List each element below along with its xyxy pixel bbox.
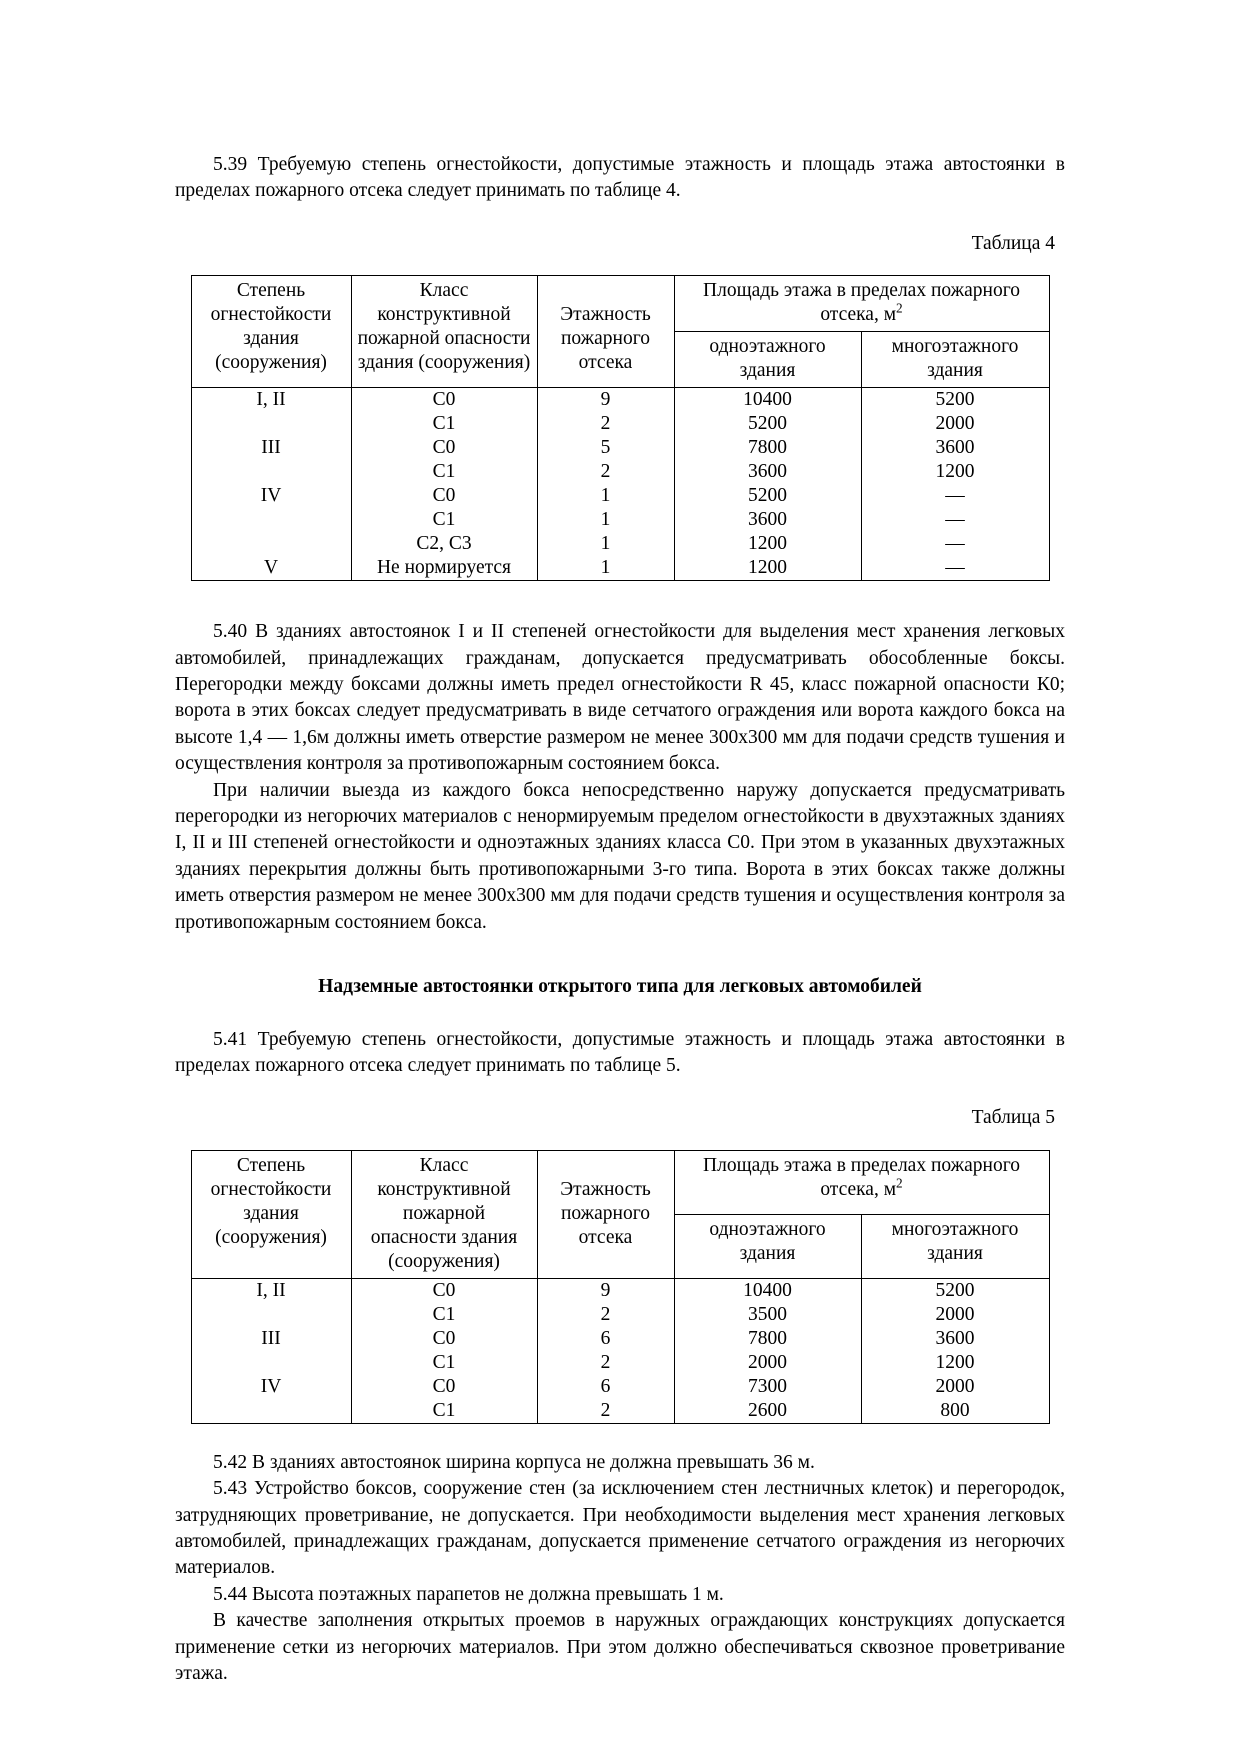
table4-body bbox=[191, 388, 1049, 581]
spacer bbox=[175, 205, 1065, 231]
table-row bbox=[191, 412, 1049, 436]
cell-degree bbox=[191, 1303, 351, 1327]
cell-floors: 2 bbox=[537, 1303, 674, 1327]
hdr-line: Степень bbox=[236, 280, 306, 302]
table-row bbox=[191, 508, 1049, 532]
cell-degree: V bbox=[191, 556, 351, 581]
paragraph-5-40b: При наличии выезда из каждого бокса непосредственно наружу допускается предусматривать перегородки из негорючих материалов с ненормируемым пределом огнестойкости в двухэтажных зданиях I, II и III степеней огнестойкости и одноэтажных зданиях класса С0. При этом в указанных двухэтажных зданиях перекрытия должны быть противопожарными 3-го типа. Ворота в этих боксах также должны иметь отверстия размером не менее 300х300 мм для подачи средств тушения и осуществления контроля за противопожарным состоянием бокса. bbox=[175, 779, 1065, 933]
cell-class: С0 bbox=[351, 1278, 537, 1303]
hdr-text: отсека, м bbox=[820, 304, 897, 326]
paragraph-5-44b: В качестве заполнения открытых проемов в наружных ограждающих конструкциях допускается применение сетки из негорючих материалов. При этом должно обеспечиваться сквозное проветривание этажа. bbox=[175, 1610, 1065, 1684]
hdr-line: здания (сооружения) bbox=[357, 352, 531, 374]
cell-class: С0 bbox=[351, 388, 537, 413]
table5-th-class bbox=[351, 1150, 537, 1278]
cell-degree: IV bbox=[191, 484, 351, 508]
paragraph-5-40: 5.40 В зданиях автостоянок I и II степеней огнестойкости для выделения мест хранения легковых автомобилей, принадлежащих гражданам, допускается предусматривать обособленные боксы. Перегородки между боксами должны иметь предел огнестойкости R 45, класс пожарной опасности К0; ворота в этих боксах следует предусматривать в виде сетчатого ограждения или ворота каждого бокса на высоте 1,4 — 1,6м должны иметь отверстие размером не менее 300х300 мм для подачи средств тушения и осуществления контроля за противопожарным состоянием бокса. bbox=[175, 621, 1065, 775]
hdr-line: Площадь этажа в пределах пожарного bbox=[703, 280, 1020, 302]
hdr-line: пожарной bbox=[402, 1202, 486, 1224]
cell-degree bbox=[191, 1351, 351, 1375]
table4-head bbox=[191, 276, 1049, 388]
cell-single-storey: 10400 bbox=[674, 388, 861, 413]
table5-th-floors bbox=[537, 1150, 674, 1278]
table5-th-multi bbox=[861, 1214, 1049, 1278]
hdr-line: (сооружения) bbox=[215, 352, 327, 374]
cell-class: Не нормируется bbox=[351, 556, 537, 581]
paragraph-5-42: 5.42 В зданиях автостоянок ширина корпуса не должна превышать 36 м. bbox=[213, 1451, 815, 1473]
cell-floors: 1 bbox=[537, 484, 674, 508]
cell-floors: 5 bbox=[537, 436, 674, 460]
table-row bbox=[191, 1327, 1049, 1351]
table4-th-class bbox=[351, 276, 537, 388]
cell-degree: III bbox=[191, 436, 351, 460]
table5-th-degree bbox=[191, 1150, 351, 1278]
cell-multi-storey: 2000 bbox=[861, 412, 1049, 436]
table-row bbox=[191, 1303, 1049, 1327]
cell-class: С1 bbox=[351, 1399, 537, 1424]
hdr-line: одноэтажного bbox=[709, 1218, 826, 1240]
hdr-line: Этажность bbox=[560, 304, 651, 326]
hdr-line: отсека bbox=[578, 352, 633, 374]
cell-multi-storey: 3600 bbox=[861, 1327, 1049, 1351]
hdr-line: опасности здания bbox=[370, 1226, 518, 1248]
table5-header-row-1 bbox=[191, 1150, 1049, 1214]
page-content bbox=[175, 152, 1065, 1687]
table-row bbox=[191, 388, 1049, 413]
cell-class: С0 bbox=[351, 436, 537, 460]
cell-class: С1 bbox=[351, 1303, 537, 1327]
hdr-line: здания bbox=[243, 1202, 299, 1224]
table-row bbox=[191, 1278, 1049, 1303]
hdr-text: отсека, м bbox=[820, 1178, 897, 1200]
cell-class: С1 bbox=[351, 1351, 537, 1375]
cell-single-storey: 3600 bbox=[674, 508, 861, 532]
table-row bbox=[191, 532, 1049, 556]
cell-floors: 9 bbox=[537, 388, 674, 413]
cell-floors: 1 bbox=[537, 532, 674, 556]
hdr-line: здания bbox=[243, 328, 299, 350]
paragraph-5-41: 5.41 Требуемую степень огнестойкости, допустимые этажность и площадь этажа автостоянки в пределах пожарного отсека следует принимать по таблице 5. bbox=[175, 1028, 1065, 1076]
cell-floors: 6 bbox=[537, 1327, 674, 1351]
hdr-line: одноэтажного bbox=[709, 336, 826, 358]
cell-single-storey: 5200 bbox=[674, 484, 861, 508]
cell-single-storey: 3500 bbox=[674, 1303, 861, 1327]
cell-floors: 2 bbox=[537, 460, 674, 484]
table4-caption: Таблица 4 bbox=[971, 232, 1055, 254]
table-row bbox=[191, 484, 1049, 508]
hdr-line: конструктивной bbox=[377, 304, 511, 326]
table4-th-multi bbox=[861, 332, 1049, 388]
cell-single-storey: 1200 bbox=[674, 532, 861, 556]
cell-floors: 6 bbox=[537, 1375, 674, 1399]
hdr-line: (сооружения) bbox=[215, 1226, 327, 1248]
table4-th-floors bbox=[537, 276, 674, 388]
cell-class: С0 bbox=[351, 1375, 537, 1399]
cell-floors: 2 bbox=[537, 1399, 674, 1424]
cell-single-storey: 2000 bbox=[674, 1351, 861, 1375]
paragraph-5-43: 5.43 Устройство боксов, сооружение стен (за исключением стен лестничных клеток) и перегородок, затрудняющих проветривание, не допускается. При необходимости выделения мест хранения легковых автомобилей, принадлежащих гражданам, допускается применение сетчатого ограждения из негорючих материалов. bbox=[175, 1478, 1065, 1579]
table-5 bbox=[191, 1150, 1050, 1424]
cell-degree bbox=[191, 532, 351, 556]
spacer bbox=[175, 1079, 1065, 1105]
spacer bbox=[175, 1001, 1065, 1027]
cell-class: С1 bbox=[351, 412, 537, 436]
spacer bbox=[175, 581, 1065, 619]
cell-single-storey: 7800 bbox=[674, 1327, 861, 1351]
cell-degree bbox=[191, 460, 351, 484]
cell-multi-storey: — bbox=[861, 508, 1049, 532]
cell-floors: 2 bbox=[537, 412, 674, 436]
hdr-line: многоэтажного здания bbox=[891, 336, 1019, 382]
cell-degree: IV bbox=[191, 1375, 351, 1399]
table-4 bbox=[191, 275, 1050, 581]
table-row bbox=[191, 1399, 1049, 1424]
hdr-line: пожарного bbox=[560, 328, 651, 350]
hdr-line: огнестойкости bbox=[210, 304, 332, 326]
cell-single-storey: 3600 bbox=[674, 460, 861, 484]
cell-multi-storey: 5200 bbox=[861, 1278, 1049, 1303]
cell-single-storey: 10400 bbox=[674, 1278, 861, 1303]
hdr-line: Класс bbox=[419, 1154, 469, 1176]
cell-single-storey: 7800 bbox=[674, 436, 861, 460]
cell-single-storey: 1200 bbox=[674, 556, 861, 581]
cell-multi-storey: 800 bbox=[861, 1399, 1049, 1424]
hdr-line: Площадь этажа в пределах пожарного bbox=[703, 1154, 1020, 1176]
cell-class: С2, С3 bbox=[351, 532, 537, 556]
table4-th-area-group bbox=[674, 276, 1049, 332]
table4-th-degree bbox=[191, 276, 351, 388]
cell-degree: I, II bbox=[191, 388, 351, 413]
cell-single-storey: 7300 bbox=[674, 1375, 861, 1399]
cell-class: С0 bbox=[351, 484, 537, 508]
cell-multi-storey: 3600 bbox=[861, 436, 1049, 460]
cell-degree bbox=[191, 508, 351, 532]
hdr-line: огнестойкости bbox=[210, 1178, 332, 1200]
superscript-2: 2 bbox=[896, 300, 903, 316]
table4-header-row-1 bbox=[191, 276, 1049, 332]
paragraph-5-39: 5.39 Требуемую степень огнестойкости, допустимые этажность и площадь этажа автостоянки в пределах пожарного отсека следует принимать по таблице 4. bbox=[175, 154, 1065, 202]
table5-head bbox=[191, 1150, 1049, 1278]
paragraph-5-44: 5.44 Высота поэтажных парапетов не должна превышать 1 м. bbox=[213, 1583, 724, 1605]
spacer bbox=[175, 936, 1065, 974]
cell-multi-storey: 2000 bbox=[861, 1303, 1049, 1327]
hdr-line: здания bbox=[739, 360, 796, 382]
table4-th-single bbox=[674, 332, 861, 388]
cell-floors: 1 bbox=[537, 508, 674, 532]
cell-multi-storey: — bbox=[861, 532, 1049, 556]
table5-th-single bbox=[674, 1214, 861, 1278]
hdr-line: здания bbox=[739, 1242, 796, 1264]
cell-multi-storey: 2000 bbox=[861, 1375, 1049, 1399]
hdr-line: пожарной опасности bbox=[357, 328, 531, 350]
hdr-line: Класс bbox=[419, 280, 469, 302]
hdr-line: отсека bbox=[578, 1226, 633, 1248]
cell-degree: III bbox=[191, 1327, 351, 1351]
cell-single-storey: 5200 bbox=[674, 412, 861, 436]
cell-multi-storey: 1200 bbox=[861, 1351, 1049, 1375]
cell-single-storey: 2600 bbox=[674, 1399, 861, 1424]
spacer bbox=[175, 1132, 1065, 1150]
cell-class: С0 bbox=[351, 1327, 537, 1351]
spacer bbox=[175, 1424, 1065, 1450]
table-row bbox=[191, 1351, 1049, 1375]
table-row bbox=[191, 436, 1049, 460]
cell-floors: 1 bbox=[537, 556, 674, 581]
table-row bbox=[191, 556, 1049, 581]
cell-multi-storey: 5200 bbox=[861, 388, 1049, 413]
hdr-line bbox=[677, 300, 1047, 327]
hdr-line: (сооружения) bbox=[388, 1250, 500, 1272]
hdr-line: Степень bbox=[236, 1154, 306, 1176]
cell-floors: 9 bbox=[537, 1278, 674, 1303]
hdr-line: пожарного bbox=[560, 1202, 651, 1224]
hdr-line: многоэтажного здания bbox=[891, 1218, 1019, 1264]
superscript-2: 2 bbox=[896, 1175, 903, 1191]
section-heading: Надземные автостоянки открытого типа для легковых автомобилей bbox=[318, 976, 922, 998]
table5-caption: Таблица 5 bbox=[971, 1107, 1055, 1129]
cell-degree bbox=[191, 412, 351, 436]
hdr-line: Этажность bbox=[560, 1178, 651, 1200]
table5-th-area-group bbox=[674, 1150, 1049, 1214]
cell-multi-storey: 1200 bbox=[861, 460, 1049, 484]
table-row bbox=[191, 1375, 1049, 1399]
cell-class: С1 bbox=[351, 460, 537, 484]
cell-class: С1 bbox=[351, 508, 537, 532]
cell-multi-storey: — bbox=[861, 556, 1049, 581]
table-row bbox=[191, 460, 1049, 484]
cell-floors: 2 bbox=[537, 1351, 674, 1375]
hdr-line: конструктивной bbox=[377, 1178, 511, 1200]
cell-multi-storey: — bbox=[861, 484, 1049, 508]
cell-degree: I, II bbox=[191, 1278, 351, 1303]
hdr-line bbox=[677, 1175, 1047, 1202]
cell-degree bbox=[191, 1399, 351, 1424]
table5-body bbox=[191, 1278, 1049, 1423]
spacer bbox=[175, 257, 1065, 275]
